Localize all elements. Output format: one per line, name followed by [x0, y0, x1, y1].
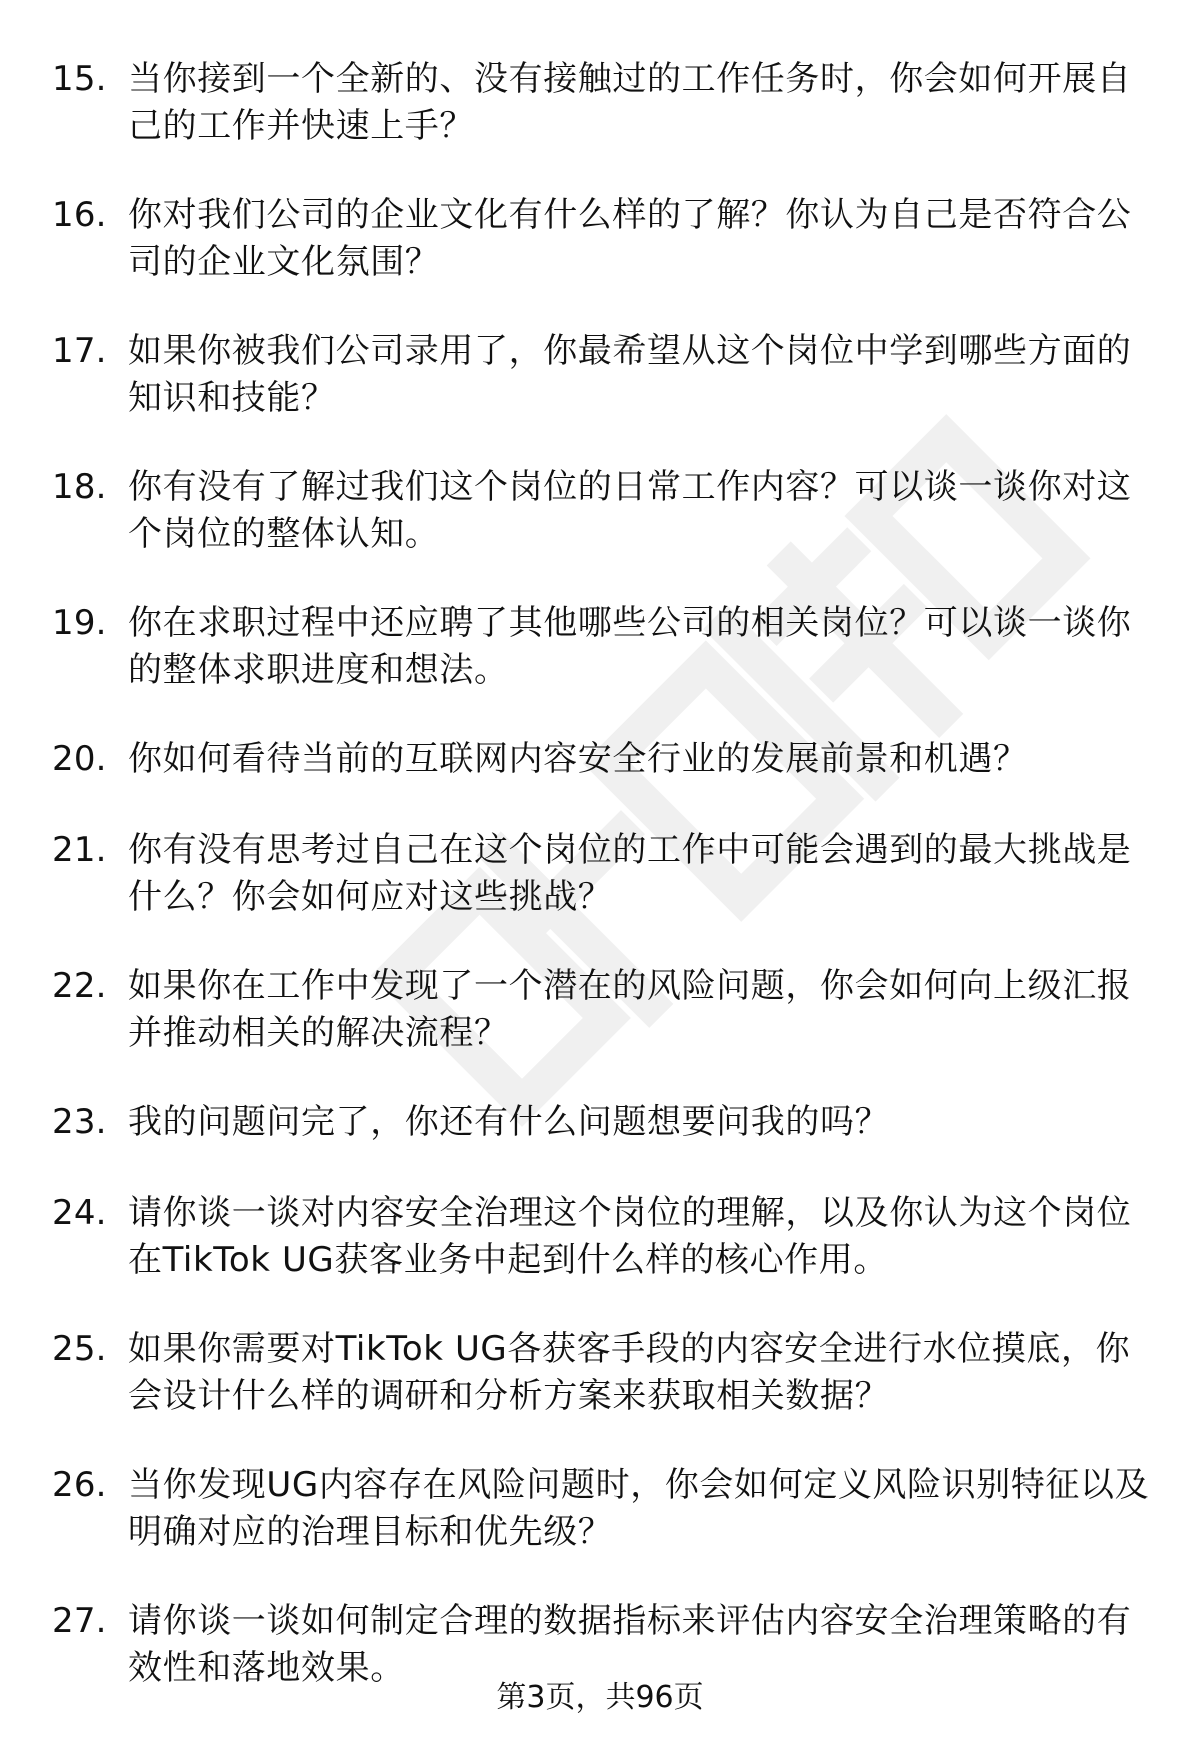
question-number: 25. [52, 1329, 107, 1369]
list-item [52, 56, 1162, 150]
question-text: 当你发现UG内容存在风险问题时，你会如何定义风险识别特征以及明确对应的治理目标和优先级？ [128, 1465, 1150, 1552]
list-item [52, 1326, 1162, 1420]
list-item [52, 1099, 1162, 1146]
question-list [52, 56, 1162, 1734]
question-number: 17. [52, 331, 107, 371]
list-item [52, 1190, 1162, 1284]
question-number: 27. [52, 1601, 107, 1641]
question-text: 如果你在工作中发现了一个潜在的风险问题，你会如何向上级汇报并推动相关的解决流程？ [128, 966, 1132, 1053]
question-number: 24. [52, 1193, 107, 1233]
question-number: 20. [52, 739, 107, 779]
question-text: 当你接到一个全新的、没有接触过的工作任务时，你会如何开展自己的工作并快速上手？ [128, 59, 1132, 146]
list-item [52, 963, 1162, 1057]
list-item [52, 736, 1162, 783]
question-text: 你有没有了解过我们这个岗位的日常工作内容？可以谈一谈你对这个岗位的整体认知。 [128, 467, 1132, 554]
question-text: 你有没有思考过自己在这个岗位的工作中可能会遇到的最大挑战是什么？你会如何应对这些挑战？ [128, 830, 1132, 917]
page-footer: 第3页，共96页 [496, 1680, 704, 1715]
question-text: 请你谈一谈对内容安全治理这个岗位的理解，以及你认为这个岗位在TikTok UG获客业务中起到什么样的核心作用。 [128, 1193, 1132, 1280]
question-text: 你如何看待当前的互联网内容安全行业的发展前景和机遇？ [128, 739, 1028, 779]
question-number: 26. [52, 1465, 107, 1505]
question-number: 18. [52, 467, 107, 507]
list-item [52, 827, 1162, 921]
question-number: 19. [52, 603, 107, 643]
question-text: 你在求职过程中还应聘了其他哪些公司的相关岗位？可以谈一谈你的整体求职进度和想法。 [128, 603, 1132, 690]
list-item [52, 328, 1162, 422]
question-number: 21. [52, 830, 107, 870]
question-number: 22. [52, 966, 107, 1006]
question-text: 如果你被我们公司录用了，你最希望从这个岗位中学到哪些方面的知识和技能？ [128, 331, 1132, 418]
question-text: 你对我们公司的企业文化有什么样的了解？你认为自己是否符合公司的企业文化氛围？ [128, 195, 1132, 282]
question-text: 请你谈一谈如何制定合理的数据指标来评估内容安全治理策略的有效性和落地效果。 [128, 1601, 1132, 1688]
question-text: 如果你需要对TikTok UG各获客手段的内容安全进行水位摸底，你会设计什么样的调研和分析方案来获取相关数据？ [128, 1329, 1131, 1416]
list-item [52, 464, 1162, 558]
list-item [52, 192, 1162, 286]
question-text: 我的问题问完了，你还有什么问题想要问我的吗？ [128, 1102, 890, 1142]
list-item [52, 1462, 1162, 1556]
question-number: 16. [52, 195, 107, 235]
question-number: 15. [52, 59, 107, 99]
question-number: 23. [52, 1102, 107, 1142]
list-item [52, 600, 1162, 694]
